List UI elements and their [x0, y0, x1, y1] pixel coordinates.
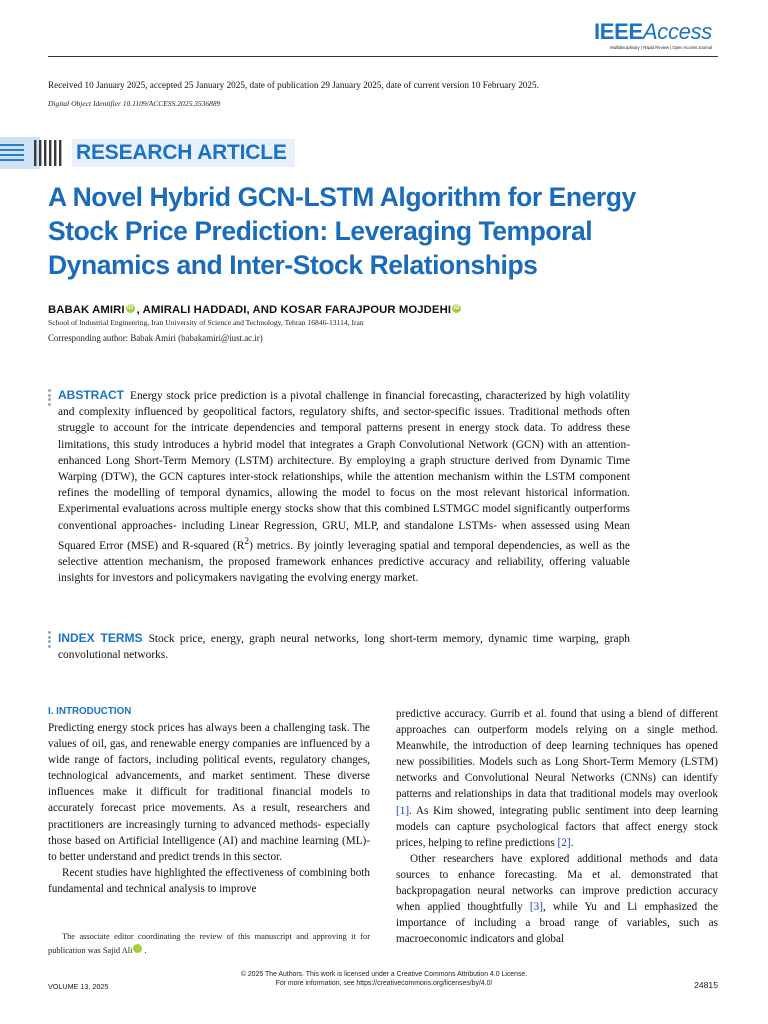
- doi-line: Digital Object Identifier 10.1109/ACCESS.2025.3536889: [48, 99, 221, 108]
- abstract: [58, 387, 630, 586]
- article-type-label: RESEARCH ARTICLE: [72, 139, 295, 167]
- left-column: [48, 706, 370, 897]
- index-terms-text: Stock price, energy, graph neural networks, long short-term memory, dynamic time warping, graph convolutional networks.: [58, 633, 631, 662]
- body-paragraph: Recent studies have highlighted the effectiveness of combining both fundamental and technical analysis to improve: [48, 866, 370, 895]
- author-name: BABAK AMIRI: [48, 304, 125, 316]
- body-paragraph: Predicting energy stock prices has always been a challenging task. The values of oil, gas, and renewable energy companies are influenced by a wide range of factors, including political events, regulatory changes, technological advancements, and market sentiment. These diverse influences make it difficult for traditional financial models to accurately forecast price movements. As a result, researchers and practitioners are increasingly turning to advanced methods- especially those based on Artificial Intelligence (AI) and machine learning (ML)- to better understand and predict trends in this sector.: [48, 722, 370, 863]
- citation-link[interactable]: [2]: [557, 836, 571, 849]
- affiliation: School of Industrial Engineering, Iran University of Science and Technology, Tehran 16846-13114, Iran: [48, 318, 364, 327]
- editor-footnote: The associate editor coordinating the review of this manuscript and approving it for publication was Sajid Ali iD.: [48, 932, 370, 955]
- index-terms: [58, 630, 630, 663]
- journal-logo: IEEEAccess: [593, 19, 712, 44]
- author-names: , AMIRALI HADDADI, AND KOSAR FARAJPOUR MOJDEHI: [136, 304, 452, 316]
- volume-label: VOLUME 13, 2025: [48, 982, 109, 991]
- abstract-text: Energy stock price prediction is a pivotal challenge in financial forecasting, characterized by high volatility and complexity influenced by geopolitical factors, regulatory shifts, and sector-specific issues. Traditional methods often struggle to account for the intricate dependencies and temporal patterns present in energy stock data. To address these limitations, this study introduces a hybrid model that integrates a Graph Convolutional Network (GCN) with an attention-enhanced Long Short-Term Memory (LSTM) architecture. By employing a graph structure derived from Dynamic Time Warping (DTW), the GCN captures inter-stock relationships, while the attention mechanism within the LSTM component refines the modelling of temporal dynamics, allowing the model to focus on the most relevant historical information. Experimental evaluations across multiple energy stocks show that this combined LSTMGC model significantly outperforms conventional approaches- including Linear Regression, GRU, MLP, and standalone LSTMs- when assessed using Mean Squared Error (MSE) and R-squared (R: [58, 390, 630, 552]
- superscript: 2: [244, 536, 250, 547]
- dotted-marker-icon: [48, 631, 52, 649]
- citation-link[interactable]: [3]: [529, 901, 543, 914]
- body-paragraph: predictive accuracy. Gurrib et al. found that using a blend of different approaches can outperform models relying on a single method. Meanwhile, the introduction of deep learning techniques has opened new possibilities. Models such as Long Short-Term Memory (LSTM) networks and Convolutional Neural Networks (CNNs) can identify patterns and relationships in data that traditional models may overlook [1]. As Kim showed, integrating public sentiment into deep learning models can capture psychological factors that affect energy stock prices, helping to refine predictions [2].: [396, 708, 718, 849]
- index-terms-heading: INDEX TERMS: [58, 631, 143, 645]
- license-link[interactable]: For more information, see https://creativecommons.org/licenses/by/4.0/: [275, 980, 493, 987]
- abstract-text-end: ) metrics. By jointly leveraging spatial and temporal dependencies, as well as the selective attention mechanism, the proposed framework enhances predictive accuracy and reliability, offering valuable insights for investors and policymakers navigating the evolving energy market.: [58, 539, 630, 585]
- abstract-heading: ABSTRACT: [58, 388, 124, 402]
- license-notice: [0, 970, 768, 988]
- received-dates: Received 10 January 2025, accepted 25 January 2025, date of publication 29 January 2025, date of current version 10 February 2025.: [48, 80, 539, 90]
- research-article-bars-icon: [0, 137, 64, 169]
- paper-title: A Novel Hybrid GCN-LSTM Algorithm for Energy Stock Price Prediction: Leveraging Temporal Dynamics and Inter-Stock Relationships: [48, 182, 636, 280]
- citation-link[interactable]: [1]: [396, 804, 410, 817]
- journal-tagline: Multidisciplinary | Rapid Review | Open Access Journal: [610, 45, 712, 50]
- dotted-marker-icon: [48, 389, 52, 407]
- header-rule: [48, 56, 718, 57]
- corresponding-author: Corresponding author: Babak Amiri (babakamiri@iust.ac.ir): [48, 333, 263, 343]
- orcid-icon[interactable]: iD: [133, 944, 142, 953]
- orcid-icon[interactable]: iD: [453, 305, 460, 311]
- author-list: [48, 304, 463, 316]
- journal-brand: [594, 20, 712, 50]
- section-heading-introduction: I. INTRODUCTION: [48, 706, 132, 717]
- license-line: © 2025 The Authors. This work is licensed under a Creative Commons Attribution 4.0 License.: [240, 971, 528, 978]
- right-column: [396, 706, 718, 947]
- page-number: 24815: [694, 980, 718, 990]
- orcid-icon[interactable]: iD: [127, 305, 134, 311]
- body-paragraph: Other researchers have explored additional methods and data sources to enhance forecasting. Ma et al. demonstrated that backpropagation neural networks can improve prediction accuracy when applied thoughtfully [3], while Yu and Li emphasized the importance of including a broad range of variables, such as macroeconomic indicators and global: [396, 852, 718, 946]
